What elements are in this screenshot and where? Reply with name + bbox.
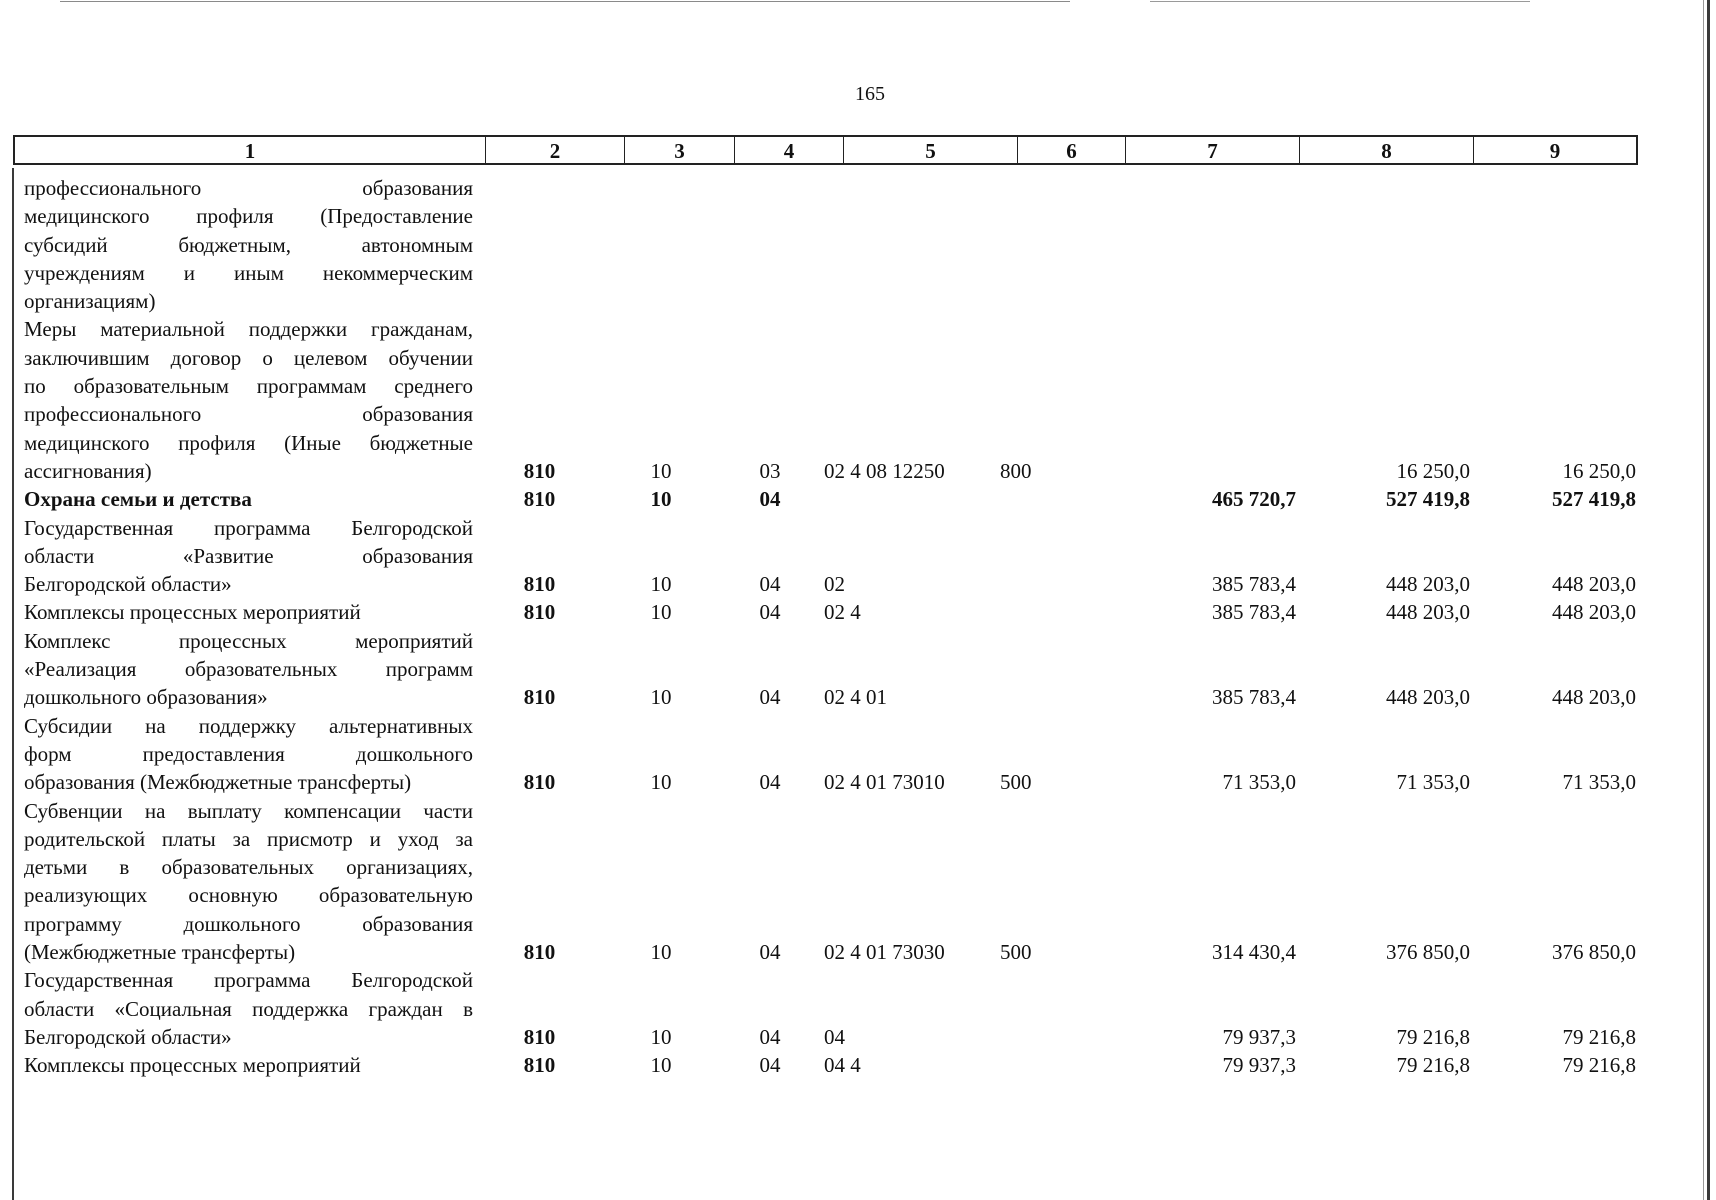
description-line: профессионального образования (24, 176, 473, 200)
description-line: дошкольного образования» (24, 685, 268, 710)
description-line: учреждениям и иным некоммерческим (24, 260, 473, 285)
cell-col-2: 810 (523, 685, 556, 710)
row-description (24, 598, 473, 626)
description-line: Белгородской области» (24, 1024, 232, 1049)
table-body (24, 174, 1644, 1080)
cell-col-5: 02 4 01 73010 (824, 770, 945, 795)
cell-col-4: 04 (759, 940, 781, 965)
row-description (24, 627, 473, 712)
description-line: по образовательным программам среднего (24, 374, 473, 399)
description-line: «Реализация образовательных программ (24, 657, 473, 682)
description-line: реализующих основную образовательную (24, 883, 473, 908)
table-header (13, 135, 1638, 165)
cell-col-7: 314 430,4 (1212, 940, 1296, 965)
cell-col-5: 04 4 (824, 1053, 861, 1078)
cell-col-2: 810 (523, 1024, 556, 1049)
description-line: области «Развитие образования (24, 543, 473, 568)
row-description (24, 1051, 473, 1079)
cell-col-2: 810 (523, 487, 556, 512)
cell-col-7: 79 937,3 (1222, 1024, 1296, 1049)
description-line: Белгородской области» (24, 572, 232, 597)
description-line: образования (Межбюджетные трансферты) (24, 770, 412, 795)
table-row (24, 514, 1644, 599)
cell-col-3: 10 (650, 1024, 672, 1049)
description-line: организациям) (24, 289, 156, 314)
header-col-8: 8 (1300, 137, 1474, 163)
description-line: ассигнования) (24, 458, 152, 483)
description-line: (Межбюджетные трансферты) (24, 940, 296, 965)
cell-col-4: 04 (759, 685, 781, 710)
table-row (24, 966, 1644, 1051)
cell-col-8: 376 850,0 (1386, 940, 1470, 965)
description-line: Комплекс процессных мероприятий (24, 628, 473, 653)
description-line: Комплексы процессных мероприятий (24, 1053, 361, 1078)
cell-col-9: 448 203,0 (1552, 572, 1636, 597)
cell-col-4: 04 (759, 770, 781, 795)
cell-col-4: 04 (759, 487, 781, 512)
cell-col-4: 04 (759, 600, 781, 625)
cell-col-3: 10 (650, 487, 672, 512)
scan-edge-top (60, 1, 1070, 2)
description-line: медицинского профиля (Иные бюджетные (24, 430, 473, 455)
description-line: области «Социальная поддержка граждан в (24, 996, 473, 1021)
header-col-6: 6 (1018, 137, 1126, 163)
cell-col-3: 10 (650, 770, 672, 795)
cell-col-7: 71 353,0 (1222, 770, 1296, 795)
description-line: Комплексы процессных мероприятий (24, 600, 361, 625)
cell-col-7: 385 783,4 (1212, 600, 1296, 625)
table-row (24, 797, 1644, 967)
cell-col-3: 10 (650, 458, 672, 483)
description-line: Меры материальной поддержки гражданам, (24, 317, 473, 342)
cell-col-9: 448 203,0 (1552, 685, 1636, 710)
cell-col-6: 500 (1000, 770, 1032, 795)
cell-col-8: 527 419,8 (1386, 487, 1470, 512)
header-col-4: 4 (735, 137, 844, 163)
row-description (24, 712, 473, 797)
cell-col-5: 02 4 08 12250 (824, 458, 945, 483)
table-row (24, 627, 1644, 712)
table-row (24, 598, 1644, 626)
cell-col-8: 71 353,0 (1396, 770, 1470, 795)
row-description (24, 315, 473, 485)
header-col-9: 9 (1549, 139, 1561, 163)
cell-col-7: 385 783,4 (1212, 572, 1296, 597)
cell-col-2: 810 (523, 600, 556, 625)
table-left-border (12, 168, 14, 1200)
description-line: Охрана семьи и детства (24, 487, 252, 512)
cell-col-9: 79 216,8 (1562, 1024, 1636, 1049)
cell-col-8: 79 216,8 (1396, 1053, 1470, 1078)
cell-col-6: 800 (1000, 458, 1032, 483)
description-line: родительской платы за присмотр и уход за (24, 826, 473, 851)
description-line: Субвенции на выплату компенсации части (24, 798, 473, 823)
cell-col-9: 376 850,0 (1552, 940, 1636, 965)
cell-col-5: 04 (824, 1024, 845, 1049)
cell-col-9: 448 203,0 (1552, 600, 1636, 625)
table-row (24, 315, 1644, 485)
cell-col-4: 04 (759, 572, 781, 597)
cell-col-5: 02 4 (824, 600, 861, 625)
cell-col-8: 448 203,0 (1386, 685, 1470, 710)
row-description (24, 514, 473, 599)
row-description (24, 174, 473, 315)
cell-col-7: 79 937,3 (1222, 1053, 1296, 1078)
cell-col-3: 10 (650, 685, 672, 710)
description-line: субсидий бюджетным, автономным (24, 232, 473, 257)
cell-col-2: 810 (523, 1053, 556, 1078)
description-line: Субсидии на поддержку альтернативных (24, 713, 473, 738)
description-line: детьми в образовательных организациях, (24, 855, 473, 880)
table-row (24, 712, 1644, 797)
header-col-7: 7 (1126, 137, 1300, 163)
cell-col-9: 79 216,8 (1562, 1053, 1636, 1078)
cell-col-4: 04 (759, 1053, 781, 1078)
cell-col-4: 04 (759, 1024, 781, 1049)
cell-col-3: 10 (650, 940, 672, 965)
page-number: 165 (855, 83, 885, 105)
row-description (24, 797, 473, 967)
cell-col-5: 02 (824, 572, 845, 597)
table-row (24, 1051, 1644, 1079)
header-col-1: 1 (15, 137, 486, 163)
cell-col-5: 02 4 01 (824, 685, 887, 710)
cell-col-2: 810 (523, 940, 556, 965)
cell-col-5: 02 4 01 73030 (824, 940, 945, 965)
description-line: Государственная программа Белгородской (24, 515, 473, 540)
description-line: форм предоставления дошкольного (24, 741, 473, 766)
cell-col-9: 16 250,0 (1562, 458, 1636, 483)
header-col-2: 2 (486, 137, 625, 163)
description-line: программу дошкольного образования (24, 911, 473, 936)
cell-col-2: 810 (523, 770, 556, 795)
cell-col-8: 448 203,0 (1386, 600, 1470, 625)
cell-col-9: 527 419,8 (1552, 487, 1636, 512)
header-col-3: 3 (625, 137, 735, 163)
table-row (24, 174, 1644, 315)
row-description (24, 485, 473, 513)
cell-col-3: 10 (650, 1053, 672, 1078)
cell-col-9: 71 353,0 (1562, 770, 1636, 795)
description-line: заключившим договор о целевом обучении (24, 345, 473, 370)
cell-col-2: 810 (523, 458, 556, 483)
description-line: медицинского профиля (Предоставление (24, 204, 473, 229)
cell-col-8: 79 216,8 (1396, 1024, 1470, 1049)
cell-col-7: 465 720,7 (1212, 487, 1296, 512)
scan-edge-right (1707, 0, 1710, 1200)
cell-col-7: 385 783,4 (1212, 685, 1296, 710)
cell-col-3: 10 (650, 572, 672, 597)
cell-col-8: 16 250,0 (1396, 458, 1470, 483)
header-col-5: 5 (844, 137, 1018, 163)
scan-edge-right-inner (1703, 0, 1704, 1200)
cell-col-2: 810 (523, 572, 556, 597)
row-description (24, 966, 473, 1051)
table-row (24, 485, 1644, 513)
description-line: профессионального образования (24, 402, 473, 427)
cell-col-3: 10 (650, 600, 672, 625)
cell-col-6: 500 (1000, 940, 1032, 965)
cell-col-4: 03 (759, 458, 781, 483)
scan-edge-top-right (1150, 1, 1530, 2)
description-line: Государственная программа Белгородской (24, 968, 473, 993)
cell-col-8: 448 203,0 (1386, 572, 1470, 597)
